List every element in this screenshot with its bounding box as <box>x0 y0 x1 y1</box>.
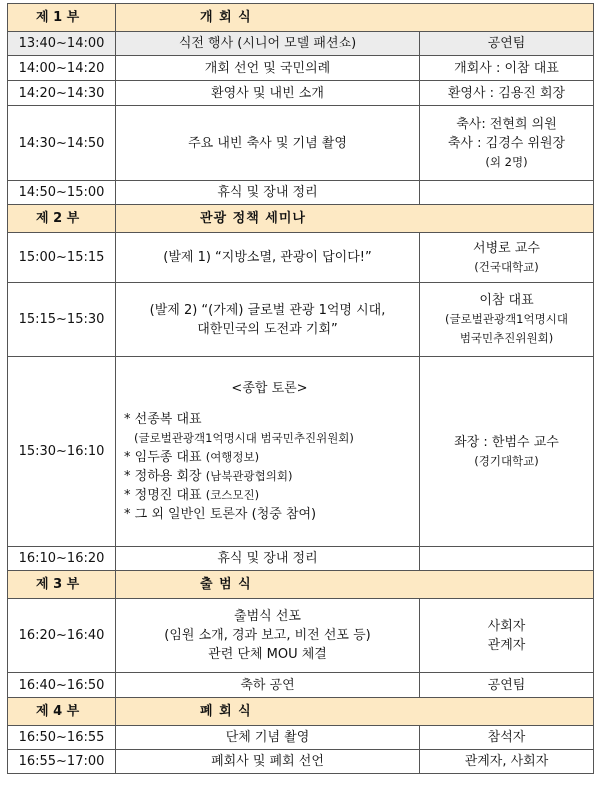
program-schedule-table <box>7 3 594 774</box>
person-cell <box>420 599 594 673</box>
table-row <box>8 56 594 81</box>
spacer <box>124 398 415 410</box>
table-row <box>8 750 594 774</box>
time-cell: 16:10~16:20 <box>8 547 116 571</box>
event-cell: 식전 행사 (시니어 모델 패션쇼) <box>116 32 420 56</box>
person-cell: 공연팀 <box>420 32 594 56</box>
person-cell <box>420 283 594 357</box>
table-row <box>8 599 594 673</box>
person-cell <box>420 106 594 181</box>
person-cell: 환영사 : 김용진 회장 <box>420 81 594 106</box>
table-row <box>8 32 594 56</box>
part-header-row <box>8 698 594 726</box>
person-cell <box>420 547 594 571</box>
panelist-affiliation: (남북관광협의회) <box>205 469 293 483</box>
person-line: (경기대학교) <box>474 453 539 468</box>
event-cell: 폐회사 및 폐회 선언 <box>116 750 420 774</box>
event-cell <box>116 599 420 673</box>
panelist-affiliation: (여행정보) <box>205 450 260 464</box>
event-line: 출범식 선포 <box>234 609 301 624</box>
part-header-row <box>8 571 594 599</box>
discussion-cell <box>116 357 420 547</box>
panelist-name: * 정명진 대표 <box>124 488 202 503</box>
time-cell: 14:50~15:00 <box>8 181 116 205</box>
event-line: 관련 단체 MOU 체결 <box>208 647 327 662</box>
panelist-line: * 선종복 대표 <box>124 412 202 427</box>
part-label: 제 3 부 <box>8 571 116 599</box>
time-cell: 15:00~15:15 <box>8 233 116 283</box>
person-line: (글로벌관광객1억명시대 <box>445 312 568 326</box>
person-cell <box>420 181 594 205</box>
table-row <box>8 726 594 750</box>
time-cell: 13:40~14:00 <box>8 32 116 56</box>
person-line: 범국민추진위원회) <box>459 331 554 345</box>
event-cell: 축하 공연 <box>116 673 420 698</box>
time-cell: 15:30~16:10 <box>8 357 116 547</box>
person-cell: 공연팀 <box>420 673 594 698</box>
table-row <box>8 283 594 357</box>
person-cell: 개회사 : 이참 대표 <box>420 56 594 81</box>
person-line: 이참 대표 <box>479 293 534 308</box>
person-cell: 관계자, 사회자 <box>420 750 594 774</box>
table-row <box>8 81 594 106</box>
panelist-line <box>124 486 415 505</box>
person-line: 관계자 <box>487 637 526 653</box>
person-line: 축사 : 김경수 위원장 <box>447 135 566 151</box>
event-line: 대한민국의 도전과 기회” <box>197 321 338 337</box>
panelist-name: * 정하용 회장 <box>124 469 202 484</box>
time-cell: 14:30~14:50 <box>8 106 116 181</box>
part-label: 제 4 부 <box>8 698 116 726</box>
part-title: 개 회 식 <box>116 4 594 32</box>
part-title: 출 범 식 <box>116 571 594 599</box>
panelist-affiliation: (글로벌관광객1억명시대 범국민추진위원회) <box>134 431 354 445</box>
event-cell: (발제 1) “지방소멸, 관광이 답이다!” <box>116 233 420 283</box>
table-row <box>8 233 594 283</box>
time-cell: 16:20~16:40 <box>8 599 116 673</box>
panelist-line: * 그 외 일반인 토론자 (청중 참여) <box>124 507 317 522</box>
event-cell: 휴식 및 장내 정리 <box>116 547 420 571</box>
part-title: 폐 회 식 <box>116 698 594 726</box>
panelist-line <box>124 467 415 486</box>
panelist-name: * 임두종 대표 <box>124 450 202 465</box>
person-line: 좌장 : 한범수 교수 <box>454 434 559 450</box>
panelist-line <box>124 448 415 467</box>
table-row <box>8 547 594 571</box>
table-row <box>8 673 594 698</box>
event-cell <box>116 283 420 357</box>
time-cell: 14:00~14:20 <box>8 56 116 81</box>
table-row <box>8 181 594 205</box>
part-label: 제 2 부 <box>8 205 116 233</box>
person-line: (건국대학교) <box>474 259 539 274</box>
time-cell: 15:15~15:30 <box>8 283 116 357</box>
event-cell: 단체 기념 촬영 <box>116 726 420 750</box>
part-header-row <box>8 205 594 233</box>
table-row <box>8 106 594 181</box>
person-cell <box>420 357 594 547</box>
person-line: 축사: 전현희 의원 <box>456 116 557 132</box>
part-header-row <box>8 4 594 32</box>
time-cell: 16:55~17:00 <box>8 750 116 774</box>
event-cell: 환영사 및 내빈 소개 <box>116 81 420 106</box>
person-cell <box>420 233 594 283</box>
person-line: 사회자 <box>487 618 526 634</box>
time-cell: 16:50~16:55 <box>8 726 116 750</box>
part-title: 관광 정책 세미나 <box>116 205 594 233</box>
event-line: (발제 2) “(가제) 글로벌 관광 1억명 시대, <box>149 302 386 318</box>
part-label: 제 1 부 <box>8 4 116 32</box>
discussion-heading: <종합 토론> <box>231 381 308 396</box>
time-cell: 14:20~14:30 <box>8 81 116 106</box>
event-cell: 개회 선언 및 국민의례 <box>116 56 420 81</box>
time-cell: 16:40~16:50 <box>8 673 116 698</box>
person-cell: 참석자 <box>420 726 594 750</box>
person-line: 서병로 교수 <box>473 240 540 256</box>
event-cell: 주요 내빈 축사 및 기념 촬영 <box>116 106 420 181</box>
event-cell: 휴식 및 장내 정리 <box>116 181 420 205</box>
person-line: (외 2명) <box>485 154 528 169</box>
panelist-affiliation: (코스모진) <box>205 488 260 502</box>
event-line: (임원 소개, 경과 보고, 비전 선포 등) <box>164 628 371 643</box>
table-row <box>8 357 594 547</box>
